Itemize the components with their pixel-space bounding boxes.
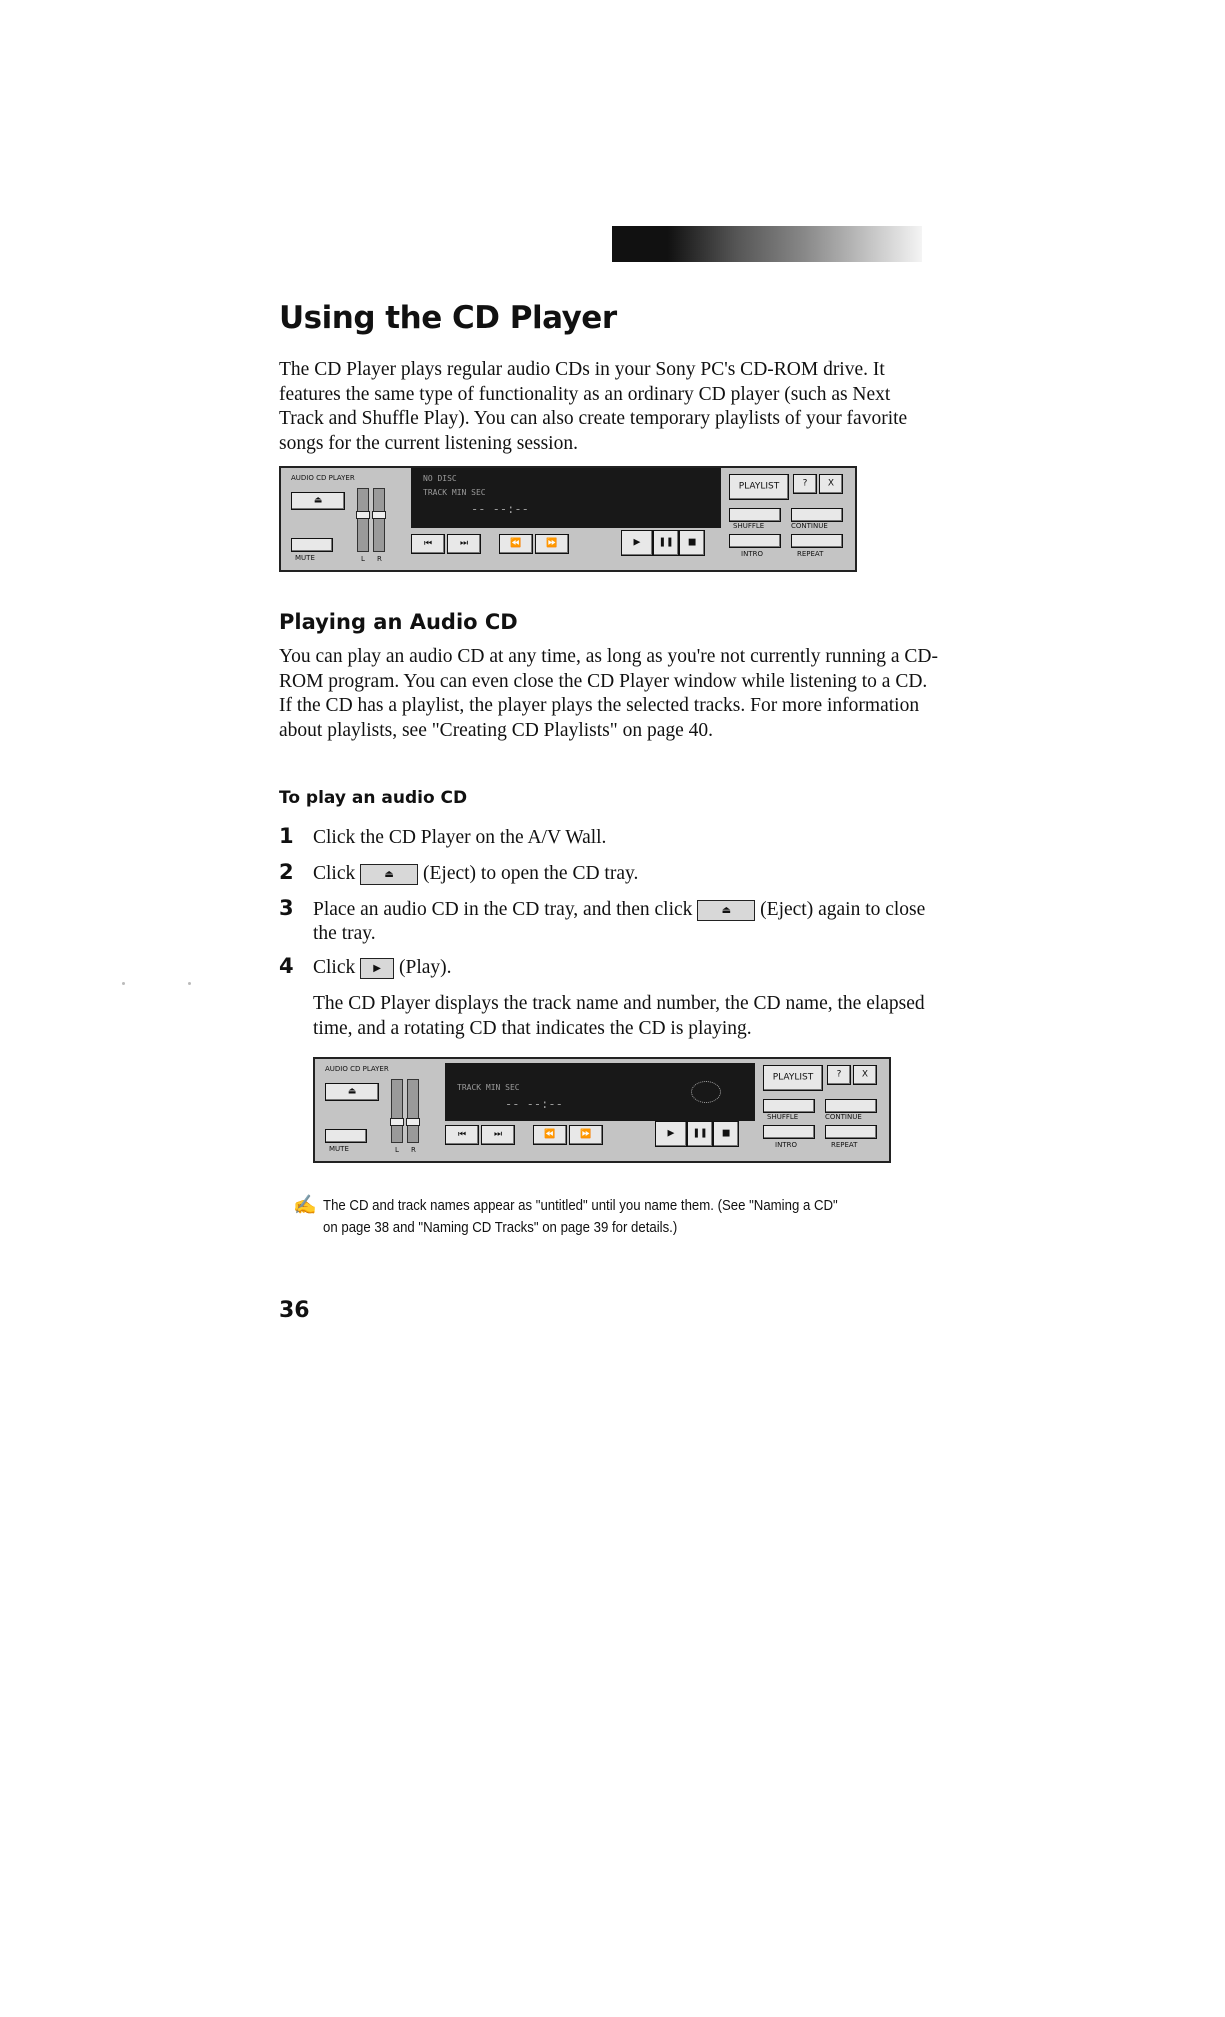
next-track-button[interactable]	[481, 1125, 515, 1145]
intro-label: INTRO	[741, 550, 763, 558]
procedure-step	[279, 898, 959, 950]
display-headers: TRACK MIN SEC	[423, 488, 486, 497]
close-button[interactable]	[819, 474, 843, 494]
continue-label: CONTINUE	[791, 522, 828, 530]
inline-play-button	[360, 958, 394, 979]
step-result-paragraph: The CD Player displays the track name and number, the CD name, the elapsed time, and a rotating CD that indicates the CD is playing.	[313, 993, 925, 1039]
next-track-icon: ⏭	[459, 538, 469, 549]
fast-forward-button[interactable]	[535, 534, 569, 554]
cd-player-screenshot	[279, 466, 857, 572]
header-gradient-bar	[612, 226, 922, 262]
player-title-label: AUDIO CD PLAYER	[325, 1065, 389, 1073]
step-number: 1	[279, 824, 294, 848]
eject-icon: ⏏	[347, 1086, 357, 1097]
eject-button[interactable]	[325, 1083, 379, 1101]
play-icon: ▶	[373, 962, 381, 974]
right-channel-label: R	[377, 555, 382, 563]
play-button[interactable]	[655, 1121, 687, 1147]
inline-eject-button	[697, 900, 755, 921]
display-digits: -- --:--	[505, 1097, 563, 1111]
section-paragraph: You can play an audio CD at any time, as long as you're not currently running a CD-ROM program. You can even close the CD Player window while listening to a CD. If the CD has a playlist, the player plays the selected tracks. For more information about playlists, see "Creating CD Playlists" on page 40.	[279, 646, 938, 741]
next-track-icon: ⏭	[493, 1129, 503, 1140]
rewind-icon: ⏪	[510, 538, 522, 549]
previous-track-button[interactable]	[445, 1125, 479, 1145]
step-text-post: (Eject) to open the CD tray.	[423, 863, 639, 884]
right-volume-knob[interactable]	[372, 511, 386, 519]
stop-button[interactable]	[713, 1121, 739, 1147]
scan-speck	[188, 982, 191, 985]
intro-button[interactable]	[763, 1125, 815, 1139]
close-button[interactable]	[853, 1065, 877, 1085]
player-display	[411, 468, 721, 528]
shuffle-button[interactable]	[729, 508, 781, 522]
cd-player-playing-screenshot	[313, 1057, 891, 1163]
shuffle-label: SHUFFLE	[767, 1113, 799, 1121]
playlist-button[interactable]	[729, 474, 789, 500]
next-track-button[interactable]	[447, 534, 481, 554]
step-text: Click the CD Player on the A/V Wall.	[313, 827, 607, 848]
repeat-label: REPEAT	[797, 550, 824, 558]
procedure-step	[279, 862, 959, 888]
pause-icon: ❚❚	[692, 1128, 708, 1139]
close-icon: X	[861, 1069, 869, 1080]
fast-forward-button[interactable]	[569, 1125, 603, 1145]
step-text	[313, 862, 953, 886]
eject-button[interactable]	[291, 492, 345, 510]
shuffle-button[interactable]	[763, 1099, 815, 1113]
help-icon: ?	[802, 478, 808, 489]
stop-icon: ■	[687, 537, 697, 548]
continue-button[interactable]	[825, 1099, 877, 1113]
repeat-label: REPEAT	[831, 1141, 858, 1149]
mute-label: MUTE	[295, 554, 315, 562]
playlist-button[interactable]	[763, 1065, 823, 1091]
continue-button[interactable]	[791, 508, 843, 522]
stop-icon: ■	[721, 1128, 731, 1139]
close-icon: X	[827, 478, 835, 489]
note-text: The CD and track names appear as "untitled" until you name them. (See "Naming a CD" on page 38 and "Naming CD Tracks" on page 39 for details.)	[323, 1197, 838, 1236]
step-text-pre: Place an audio CD in the CD tray, and then click	[313, 899, 693, 920]
step-text-post: (Play).	[399, 957, 452, 978]
previous-track-icon: ⏮	[457, 1129, 467, 1140]
page-number: 36	[279, 1298, 310, 1323]
right-volume-knob[interactable]	[406, 1118, 420, 1126]
display-headers: TRACK MIN SEC	[457, 1083, 520, 1092]
scan-speck	[122, 982, 125, 985]
procedure-step	[279, 956, 959, 982]
left-volume-slider[interactable]	[391, 1079, 403, 1143]
help-button[interactable]	[793, 474, 817, 494]
repeat-button[interactable]	[791, 534, 843, 548]
player-title-label: AUDIO CD PLAYER	[291, 474, 355, 482]
pause-button[interactable]	[687, 1121, 713, 1147]
page-title: Using the CD Player	[279, 300, 617, 336]
left-volume-knob[interactable]	[390, 1118, 404, 1126]
display-status: NO DISC	[423, 474, 457, 483]
right-volume-slider[interactable]	[407, 1079, 419, 1143]
previous-track-button[interactable]	[411, 534, 445, 554]
rewind-icon: ⏪	[544, 1129, 556, 1140]
left-channel-label: L	[361, 555, 365, 563]
fast-forward-icon: ⏩	[580, 1129, 592, 1140]
eject-icon: ⏏	[313, 495, 323, 506]
step-text-pre: Click	[313, 957, 356, 978]
right-volume-slider[interactable]	[373, 488, 385, 552]
step-text	[313, 956, 953, 980]
right-channel-label: R	[411, 1146, 416, 1154]
step-text-post: (Eject) again to close the tray.	[313, 899, 926, 944]
mute-button[interactable]	[291, 538, 333, 552]
stop-button[interactable]	[679, 530, 705, 556]
eject-icon: ⏏	[721, 904, 732, 916]
rotating-cd-icon	[691, 1081, 721, 1103]
step-text-pre: Click	[313, 863, 356, 884]
mute-label: MUTE	[329, 1145, 349, 1153]
eject-icon: ⏏	[384, 868, 394, 880]
help-icon: ?	[836, 1069, 842, 1080]
help-button[interactable]	[827, 1065, 851, 1085]
display-digits: -- --:--	[471, 502, 529, 516]
procedure-step	[279, 826, 959, 852]
left-volume-slider[interactable]	[357, 488, 369, 552]
previous-track-icon: ⏮	[423, 538, 433, 549]
procedure-heading: To play an audio CD	[279, 788, 468, 808]
left-volume-knob[interactable]	[356, 511, 370, 519]
step-number: 2	[279, 860, 294, 884]
play-icon: ▶	[633, 537, 641, 548]
play-icon: ▶	[667, 1128, 675, 1139]
note-pen-icon: ✍	[293, 1195, 317, 1216]
player-display	[445, 1063, 755, 1121]
step-number: 4	[279, 954, 294, 978]
fast-forward-icon: ⏩	[546, 538, 558, 549]
rewind-button[interactable]	[499, 534, 533, 554]
step-text	[313, 898, 953, 946]
play-button[interactable]	[621, 530, 653, 556]
pause-button[interactable]	[653, 530, 679, 556]
step-number: 3	[279, 896, 294, 920]
section-heading: Playing an Audio CD	[279, 610, 518, 634]
left-channel-label: L	[395, 1146, 399, 1154]
intro-label: INTRO	[775, 1141, 797, 1149]
mute-button[interactable]	[325, 1129, 367, 1143]
playlist-label: PLAYLIST	[738, 481, 780, 492]
continue-label: CONTINUE	[825, 1113, 862, 1121]
shuffle-label: SHUFFLE	[733, 522, 765, 530]
inline-eject-button	[360, 864, 418, 885]
pause-icon: ❚❚	[658, 537, 674, 548]
intro-paragraph: The CD Player plays regular audio CDs in your Sony PC's CD-ROM drive. It features the same type of functionality as an ordinary CD player (such as Next Track and Shuffle Play). You can also create temporary playlists of your favorite songs for the current listening session.	[279, 359, 908, 454]
repeat-button[interactable]	[825, 1125, 877, 1139]
playlist-label: PLAYLIST	[772, 1072, 814, 1083]
intro-button[interactable]	[729, 534, 781, 548]
rewind-button[interactable]	[533, 1125, 567, 1145]
